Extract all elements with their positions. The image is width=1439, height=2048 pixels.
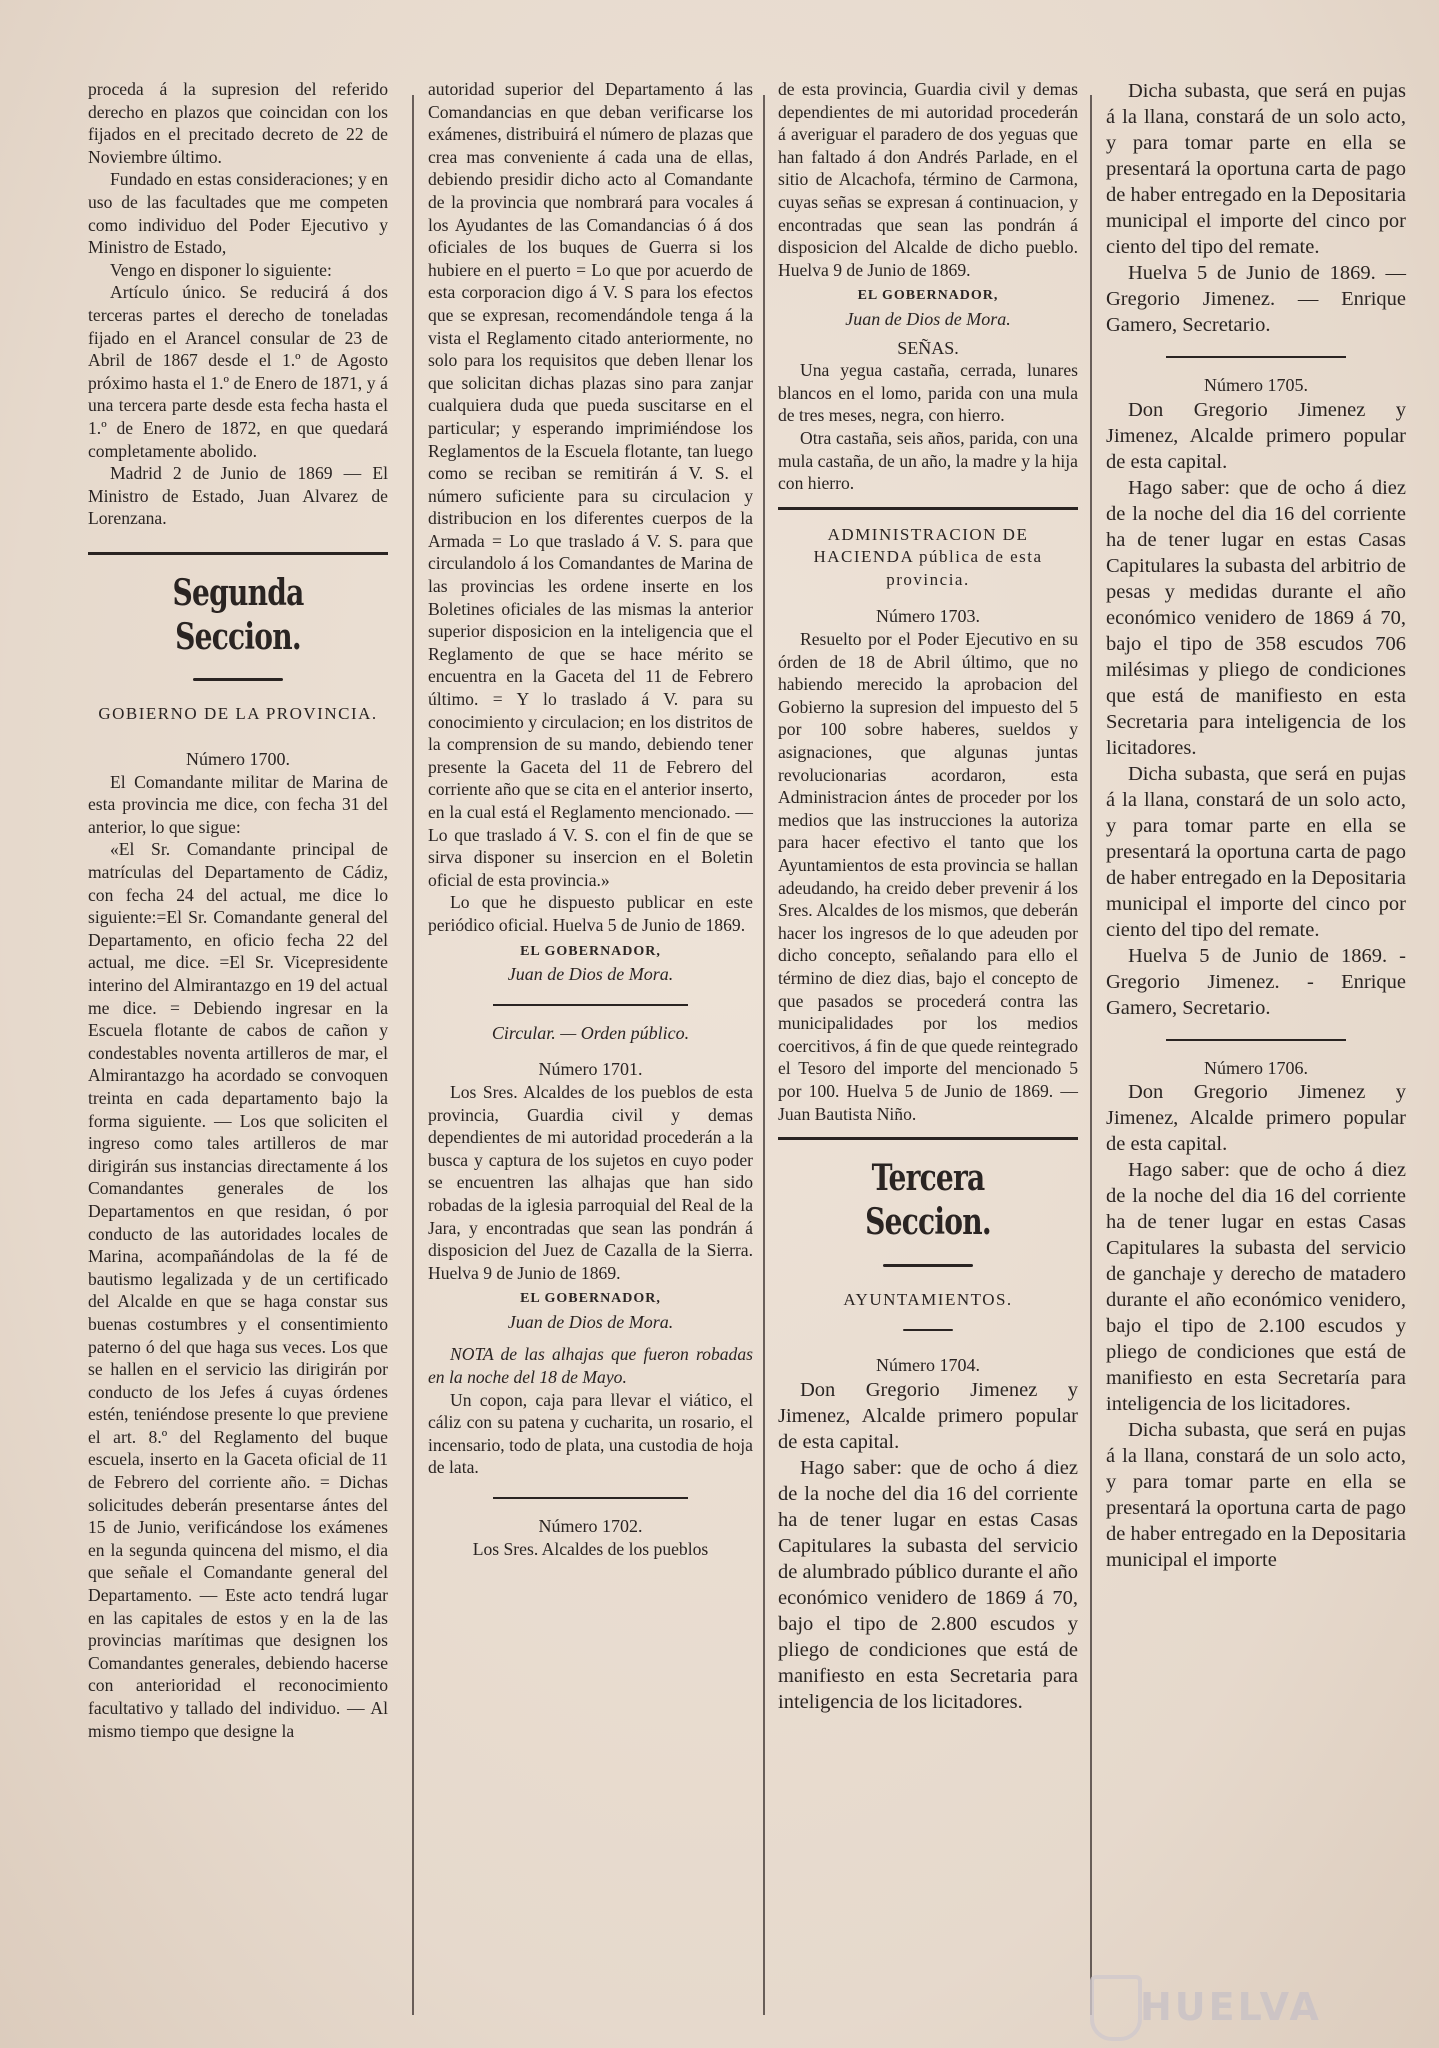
paragraph: Don Gregorio Jimenez y Jimenez, Alcalde primero popular de esta capital.: [1106, 1081, 1406, 1156]
signature-title: EL GOBERNADOR,: [520, 943, 661, 959]
paragraph: Fundado en estas consideraciones; y en uso de las facultades que me competen como individuo del Poder Ejecutivo y Ministro de Estado,: [88, 169, 388, 258]
subheading: SEÑAS.: [897, 337, 959, 358]
column-3: [778, 78, 1078, 1715]
paragraph: Hago saber: que de ocho á diez de la noche del dia 16 del corriente ha de tener lugar en estas Casas Capitulares la subasta del servicio de alumbrado público durante el año económico venidero de 1869 á 70, bajo el tipo de 2.800 escudos y pliego de condiciones que está de manifiesto en esta Secretaria para inteligencia de los licitadores.: [778, 1456, 1078, 1713]
item-number: Número 1703.: [876, 606, 980, 627]
column-1: [88, 78, 388, 1742]
section-title: Segunda Seccion.: [172, 571, 304, 658]
paragraph: Un copon, caja para llevar el viático, el cáliz con su patena y cucharita, un rosario, el incensario, todo de plata, una custodia de hoja de lata.: [428, 1389, 753, 1478]
paragraph: Lo que he dispuesto publicar en este periódico oficial. Huelva 5 de Junio de 1869.: [428, 892, 753, 935]
column-2: [428, 78, 753, 1560]
paragraph: autoridad superior del Departamento á las Comandancias en que deban verificarse los exámenes, distribuirá el número de plazas que crea mas conveniente á cada una de ellas, debiendo presidir dicho acto al Comandante de la provincia que nombrará para vocales á los Ayudantes de las Comandancias ó á dos oficiales de los buques de Guerra si los hubiere en el puerto = Lo que por acuerdo de esta corporacion digo á V. S para los efectos que se expresan, recomendándole tenga á la vista el Reglamento citado anteriormente, no solo para los requisitos que deben llenar los que solicitan dichas plazas sino para zanjar cualquiera duda que pueda suscitarse en el particular; y esperando imprimiéndose los Reglamentos de la Escuela flotante, tan luego como se reciban se remitirán á V. S. el número suficiente para su circulacion y distribucion en los diferentes cuerpos de la Armada = Lo que traslado á V. S. para que circulandolo á los Comandantes de Marina de las provincias les ordene inserte en los Boletines oficiales de las mismas la anterior superior disposicion en la inteligencia que el Reglamento de que se hace mérito se encuentra en la Gaceta del 11 de Febrero último. = Y lo traslado á V. para su conocimiento y circulacion; en los distritos de la comprension de su mando, debiendo tener presente la Gaceta del 11 de Febrero del corriente año que se cita en el anterior inserto, en la cual está el Reglamento mencionado. — Lo que traslado á V. S. con el fin de que se sirva disponer su insercion en el Boletin oficial de esta provincia.»: [428, 79, 753, 890]
item-number: Número 1701.: [538, 1059, 643, 1080]
paragraph: Hago saber: que de ocho á diez de la noche del dia 16 del corriente ha de tener lugar en estas Casas Capitulares la subasta del servicio de ganchaje y derecho de matadero durante el año económico venidero, bajo el tipo de 2.100 escudos y pliego de condiciones que está de manifiesto en esta Secretaría para inteligencia de los licitadores.: [1106, 1159, 1406, 1416]
ornament-divider: [778, 1317, 1078, 1340]
section-title: Tercera Seccion.: [865, 1157, 991, 1244]
item-number: Número 1700.: [186, 749, 290, 770]
divider: [1166, 1039, 1346, 1041]
divider: [778, 507, 1078, 510]
section-heading: GOBIERNO DE LA PROVINCIA.: [98, 704, 378, 724]
item-number: Número 1704.: [876, 1354, 980, 1375]
paragraph: Vengo en disponer lo siguiente:: [110, 259, 332, 280]
divider: [88, 552, 388, 555]
item-number: Número 1702.: [538, 1516, 643, 1537]
divider: [493, 1004, 688, 1006]
item-number: Número 1706.: [1204, 1057, 1308, 1078]
ornament-divider: [778, 1252, 1078, 1275]
paragraph: Resuelto por el Poder Ejecutivo en su órden de 18 de Abril último, que no habiendo merecido la aprobacion del Gobierno la supresion del impuesto del 5 por 100 sobre haberes, sueldos y asignaciones, que algunas juntas revolucionarias acordaron, esta Administracion ántes de proceder por los medios que las instrucciones la autoriza para hacer efectivo el tanto que los Ayuntamientos de esta provincia se hallan adeudando, ha creido deber prevenir á los Sres. Alcaldes de los mismos, que deberán hacer los ingresos de lo que adeuden por dicho concepto, señalando para ello el término de diez dias, bajo el concepto de que pasados se procederá contra las municipalidades por los medios coercitivos, á fin de que quede reintegrado el Tesoro del importe del mencionado 5 por 100. Huelva 5 de Junio de 1869. — Juan Bautista Niño.: [778, 629, 1078, 1124]
column-4: [1106, 78, 1406, 1573]
paragraph: Hago saber: que de ocho á diez de la noche del dia 16 del corriente ha de tener lugar en estas Casas Capitulares la subasta del arbitrio de pesas y medidas durante el año económico venidero de 1869 á 70, bajo el tipo de 358 escudos 706 milésimas y pliego de condiciones que está de manifiesto en esta Secretaria para inteligencia de los licitadores.: [1106, 476, 1406, 759]
paragraph: El Comandante militar de Marina de esta provincia me dice, con fecha 31 del anterior, lo que sigue:: [88, 771, 388, 837]
signature-name: Juan de Dios de Mora.: [845, 308, 1011, 329]
paragraph: proceda á la supresion del referido derecho en plazos que coincidan con los fijados en el precitado decreto de 22 de Noviembre último.: [88, 79, 388, 167]
divider: [778, 1137, 1078, 1140]
divider: [493, 1497, 688, 1499]
paragraph: Dicha subasta, que será en pujas á la llana, constará de un solo acto, y para tomar parte en ella se presentará la oportuna carta de pago de haber entregado en la Depositaria municipal el importe: [1106, 1419, 1406, 1572]
paragraph: Huelva 5 de Junio de 1869. — Gregorio Jimenez. — Enrique Gamero, Secretario.: [1106, 262, 1406, 336]
column-rule: [763, 95, 765, 2015]
shield-icon: [1090, 1975, 1142, 2041]
paragraph: Don Gregorio Jimenez y Jimenez, Alcalde primero popular de esta capital.: [778, 1378, 1078, 1453]
paragraph: Artículo único. Se reducirá á dos terceras partes el derecho de toneladas fijado en el Arancel consular de 23 de Abril de 1867 desde el 1.º de Agosto próximo hasta el 1.º de Enero de 1871, y á una tercera parte desde esta fecha hasta el 1.º de Enero de 1872, en que quedará completamente abolido.: [88, 282, 388, 461]
paragraph: Los Sres. Alcaldes de los pueblos: [472, 1538, 709, 1559]
circular-heading: Circular. — Orden público.: [491, 1022, 690, 1043]
note-heading: NOTA de las alhajas que fueron robadas en la noche del 18 de Mayo.: [428, 1344, 753, 1388]
signature-title: EL GOBERNADOR,: [520, 1291, 661, 1307]
column-rule: [412, 95, 414, 2015]
paragraph: Madrid 2 de Junio de 1869 — El Ministro de Estado, Juan Alvarez de Lorenzana.: [88, 463, 388, 529]
section-heading: AYUNTAMIENTOS.: [843, 1289, 1013, 1309]
paragraph: Huelva 5 de Junio de 1869. - Gregorio Jimenez. - Enrique Gamero, Secretario.: [1106, 944, 1406, 1019]
paragraph: Una yegua castaña, cerrada, lunares blancos en el lomo, parida con una mula de tres meses, negra, con hierro.: [778, 360, 1078, 426]
signature-name: Juan de Dios de Mora.: [507, 964, 674, 985]
paragraph: Don Gregorio Jimenez y Jimenez, Alcalde primero popular de esta capital.: [1106, 398, 1406, 473]
watermark: HUELVA: [1140, 1985, 1322, 2029]
item-number: Número 1705.: [1204, 375, 1308, 395]
divider: [1166, 356, 1346, 358]
paragraph: Otra castaña, seis años, parida, con una mula castaña, de un año, la madre y la hija con hierro.: [778, 427, 1078, 494]
ornament-divider: [88, 667, 388, 690]
paragraph: «El Sr. Comandante principal de matrículas del Departamento de Cádiz, con fecha 24 del actual, me dice lo siguiente:=El Sr. Comandante general del Departamento, en oficio fecha 22 del actual, me dice. =El Sr. Vicepresidente interino del Almirantazgo en 19 del actual me dice. = Debiendo ingresar en la Escuela flotante de cabos de cañon y condestables noventa artilleros de mar, el Almirantazgo ha acordado se convoquen treinta en cada departamento bajo la forma siguiente. — Los que soliciten el ingreso como tales artilleros de mar dirigirán sus instancias directamente á los Comandantes generales de los Departamentos en que residan, ó por conducto de las autoridades locales de Marina, acompañándolas de la fé de bautismo legalizada y de un certificado del Alcalde en que se haga constar sus buenas costumbres y el consentimiento paterno ó del que haga sus veces. Los que se hallen en el servicio las dirigirán por conducto de los Jefes á cuyas órdenes estén, teniéndose presente lo que previene el art. 8.º del Reglamento del buque escuela, inserto en la Gaceta oficial de 11 de Febrero del corriente año. = Dichas solicitudes deberán presentarse ántes del 15 de Junio, verificándose los exámenes en la segunda quincena del mismo, el dia que señale el Comandante general del Departamento. — Este acto tendrá lugar en las capitales de estos y en la de las provincias marítimas que designen los Comandantes generales, debiendo hacerse con anterioridad el reconocimiento facultativo y tallado del individuo. — Al mismo tiempo que designe la: [88, 839, 388, 1741]
column-rule: [1090, 95, 1092, 2015]
signature-title: EL GOBERNADOR,: [857, 288, 999, 304]
signature-name: Juan de Dios de Mora.: [507, 1311, 674, 1332]
paragraph: de esta provincia, Guardia civil y demas dependientes de mi autoridad procederán á averiguar el paradero de dos yeguas que han faltado á don Andrés Parlade, en el sitio de Alcachofa, término de Carmona, cuyas señas se expresan á continuacion, y encontradas que sean las pondrán á disposicion del Alcalde de dicho pueblo. Huelva 9 de Junio de 1869.: [778, 79, 1078, 280]
paragraph: Dicha subasta, que será en pujas á la llana, constará de un solo acto, y para tomar parte en ella se presentará la oportuna carta de pago de haber entregado en la Depositaria municipal el importe del cinco por ciento del tipo del remate.: [1106, 80, 1406, 258]
paragraph: Dicha subasta, que será en pujas á la llana, constará de un solo acto, y para tomar parte en ella se presentará la oportuna carta de pago de haber entregado en la Depositaria municipal el importe del cinco por ciento del tipo del remate.: [1106, 762, 1406, 941]
section-heading: ADMINISTRACION DE HACIENDA pública de esta provincia.: [813, 524, 1043, 589]
paragraph: Los Sres. Alcaldes de los pueblos de esta provincia, Guardia civil y demas dependientes de mi autoridad procederán a la busca y captura de los sujetos en cuyo poder se encuentren las alhajas que han sido robadas de la iglesia parroquial del Real de la Jara, y encontradas que sean las pondrán á disposicion del Juez de Cazalla de la Sierra. Huelva 9 de Junio de 1869.: [428, 1081, 753, 1283]
